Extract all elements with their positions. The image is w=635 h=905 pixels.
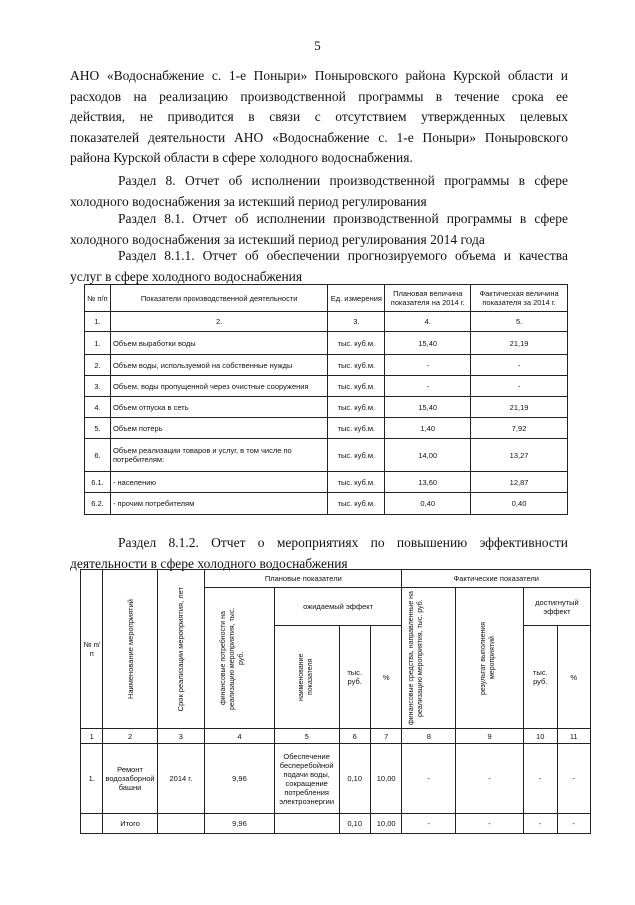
table-total-row — [81, 814, 591, 834]
index-cell: 4. — [385, 312, 471, 332]
header-plan: Плановая величина показателя на 2014 г. — [385, 285, 471, 312]
row-fact: 7,92 — [471, 418, 568, 439]
header-tr: тыс. руб. — [339, 626, 370, 729]
header-num: № п/п — [85, 285, 111, 312]
table-row — [85, 493, 568, 515]
row-num: 1. — [81, 744, 103, 814]
intro-line: района Курской области в сфере холодного водоснабжения. — [70, 150, 413, 165]
row-fact: 21,19 — [471, 397, 568, 418]
heading-line: Раздел 8.1.1. Отчет об обеспечении прогнозируемого объема и качества — [118, 248, 568, 263]
total-label: Итого — [103, 814, 157, 834]
heading-line: холодного водоснабжения за истекший период регулирования — [70, 193, 427, 209]
header-term — [157, 570, 205, 729]
header-expected: ожидаемый эффект — [274, 588, 402, 626]
row-pct: 10,00 — [370, 744, 402, 814]
index-cell: 10 — [523, 729, 557, 744]
total-c9: - — [456, 814, 524, 834]
index-cell: 1. — [85, 312, 111, 332]
row-unit: тыс. куб.м. — [328, 397, 385, 418]
row-fact: - — [471, 355, 568, 376]
heading-line: Раздел 8. Отчет об исполнении производственной программы в сфере — [118, 173, 568, 188]
row-c8: - — [402, 744, 456, 814]
header-result — [456, 588, 524, 729]
row-unit: тыс. куб.м. — [328, 439, 385, 472]
section-8-1-2-heading — [70, 533, 568, 574]
row-c11: - — [557, 744, 590, 814]
row-fact: - — [471, 376, 568, 397]
total-empty — [81, 814, 103, 834]
index-cell: 5. — [471, 312, 568, 332]
row-num: 2. — [85, 355, 111, 376]
intro-line: действия, не приводится в связи с отсутствием утвержденных целевых — [70, 109, 568, 124]
row-plan: 13,60 — [385, 472, 471, 493]
header-planned: Плановые показатели — [205, 570, 402, 588]
row-fact: 13,27 — [471, 439, 568, 472]
total-fin: 9,96 — [205, 814, 275, 834]
heading-line: холодного водоснабжения за истекший период регулирования 2014 года — [70, 231, 485, 247]
table-row — [81, 744, 591, 814]
table-row — [85, 418, 568, 439]
page-number: 5 — [314, 38, 321, 53]
header-name — [103, 570, 157, 729]
section-8-heading — [70, 171, 568, 212]
row-name: Объем выработки воды — [110, 332, 327, 355]
section-8-1-heading — [70, 209, 568, 250]
index-cell: 11 — [557, 729, 590, 744]
total-tr: 0,10 — [339, 814, 370, 834]
row-plan: - — [385, 376, 471, 397]
row-unit: тыс. куб.м. — [328, 418, 385, 439]
index-cell: 3. — [328, 312, 385, 332]
header-pct2: % — [557, 626, 590, 729]
header-num: № п/п — [81, 570, 103, 729]
total-c8: - — [402, 814, 456, 834]
row-c10: - — [523, 744, 557, 814]
total-empty — [157, 814, 205, 834]
index-cell: 2 — [103, 729, 157, 744]
row-fin: 9,96 — [205, 744, 275, 814]
row-num: 3. — [85, 376, 111, 397]
row-name: Объем потерь — [110, 418, 327, 439]
header-unit: Ед. измерения — [328, 285, 385, 312]
row-plan: 15,40 — [385, 332, 471, 355]
row-fact: 0,40 — [471, 493, 568, 515]
row-num: 6.1. — [85, 472, 111, 493]
header-tr2: тыс. руб. — [523, 626, 557, 729]
header-fin-spent-text: финансовые средства, направленные на реализацию мероприятия, тыс. руб. — [407, 591, 424, 725]
table-row — [85, 397, 568, 418]
measures-table — [80, 569, 591, 834]
header-indicator-name-text: наименование показателя — [297, 653, 314, 701]
index-cell: 7 — [370, 729, 402, 744]
row-indicator: Обеспечение бесперебойной подачи воды, сокращение потребления электроэнергии — [274, 744, 339, 814]
production-table — [84, 284, 568, 515]
intro-line: расходов на реализацию производственной программы в течение срока ее — [70, 88, 568, 104]
heading-line: Раздел 8.1. Отчет об исполнении производственной программы в сфере — [118, 211, 568, 226]
total-c11: - — [557, 814, 590, 834]
row-plan: 0,40 — [385, 493, 471, 515]
table-index-row — [85, 312, 568, 332]
table-row — [85, 355, 568, 376]
heading-line: услуг в сфере холодного водоснабжения — [70, 268, 303, 284]
header-pct: % — [370, 626, 402, 729]
row-name: Ремонт водозаборной башни — [103, 744, 157, 814]
row-unit: тыс. куб.м. — [328, 472, 385, 493]
header-fact: Фактическая величина показателя за 2014 г. — [471, 285, 568, 312]
row-plan: - — [385, 355, 471, 376]
table-index-row — [81, 729, 591, 744]
table-row — [85, 472, 568, 493]
total-c10: - — [523, 814, 557, 834]
index-cell: 1 — [81, 729, 103, 744]
row-name: Объем реализации товаров и услуг, в том числе по потребителям: — [110, 439, 327, 472]
index-cell: 6 — [339, 729, 370, 744]
index-cell: 4 — [205, 729, 275, 744]
row-name: Объем, воды пропущенной через очистные сооружения — [110, 376, 327, 397]
total-pct: 10,00 — [370, 814, 402, 834]
header-fin-need — [205, 588, 275, 729]
row-unit: тыс. куб.м. — [328, 332, 385, 355]
table-header-row — [85, 285, 568, 312]
section-8-1-1-heading — [70, 246, 568, 287]
header-indicator-name — [274, 626, 339, 729]
row-unit: тыс. куб.м. — [328, 355, 385, 376]
row-name: - прочим потребителям — [110, 493, 327, 515]
row-num: 6. — [85, 439, 111, 472]
row-unit: тыс. куб.м. — [328, 376, 385, 397]
header-term-text: Срок реализации мероприятия, лет — [176, 586, 186, 712]
index-cell: 8 — [402, 729, 456, 744]
header-fin-need-text: финансовые потребности на реализацию мероприятия, тыс. руб. — [220, 606, 246, 710]
header-indicator: Показатели производственной деятельности — [110, 285, 327, 312]
header-achieved: достигнутый эффект — [523, 588, 590, 626]
row-term: 2014 г. — [157, 744, 205, 814]
row-num: 4. — [85, 397, 111, 418]
intro-line: АНО «Водоснабжение с. 1-е Поныри» Поныровского района Курской области и — [70, 68, 568, 83]
index-cell: 9 — [456, 729, 524, 744]
row-name: Объем воды, используемой на собственные нужды — [110, 355, 327, 376]
row-plan: 1,40 — [385, 418, 471, 439]
header-result-text: результат выполнения мероприятий — [479, 621, 496, 695]
header-name-text: Наименование мероприятий — [125, 598, 135, 700]
row-name: Объем отпуска в сеть — [110, 397, 327, 418]
index-cell: 2. — [110, 312, 327, 332]
row-tr: 0,10 — [339, 744, 370, 814]
header-actual: Фактические показатели — [402, 570, 591, 588]
row-c9: - — [456, 744, 524, 814]
table-row — [85, 376, 568, 397]
row-fact: 12,87 — [471, 472, 568, 493]
heading-line: деятельности в сфере холодного водоснабжения — [70, 555, 348, 571]
row-fact: 21,19 — [471, 332, 568, 355]
table-row — [85, 332, 568, 355]
index-cell: 5 — [274, 729, 339, 744]
heading-line: Раздел 8.1.2. Отчет о мероприятиях по повышению эффективности — [118, 535, 568, 550]
row-num: 5. — [85, 418, 111, 439]
table-header-row — [81, 570, 591, 588]
row-num: 6.2. — [85, 493, 111, 515]
index-cell: 3 — [157, 729, 205, 744]
intro-line: показателей деятельности АНО «Водоснабжение с. 1-е Поныри» Поныровского — [70, 129, 568, 145]
row-name: - населению — [110, 472, 327, 493]
table-row — [85, 439, 568, 472]
row-unit: тыс. куб.м. — [328, 493, 385, 515]
intro-paragraph — [70, 66, 568, 169]
row-plan: 15,40 — [385, 397, 471, 418]
header-fin-spent — [402, 588, 456, 729]
total-empty — [274, 814, 339, 834]
row-plan: 14,00 — [385, 439, 471, 472]
row-num: 1. — [85, 332, 111, 355]
